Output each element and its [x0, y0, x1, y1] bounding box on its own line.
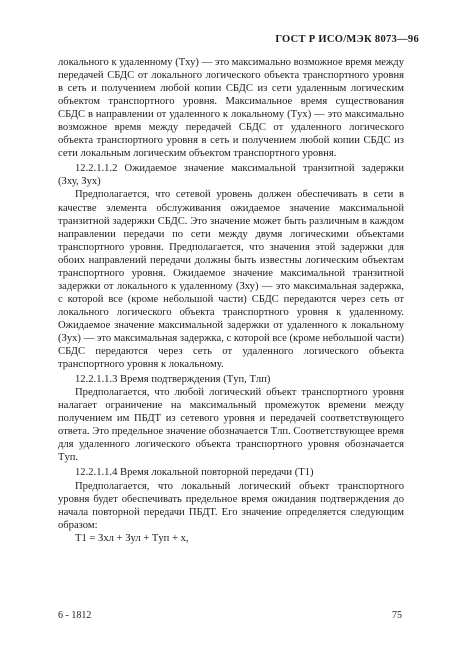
standard-header: ГОСТ Р ИСО/МЭК 8073—96: [275, 34, 419, 45]
document-body: [58, 56, 404, 545]
page-number: 75: [392, 610, 402, 621]
section-heading-transit-delay: 12.2.1.1.2 Ожидаемое значение максимальной транзитной задержки (Зху, Зух): [58, 163, 404, 188]
paragraph-lifetime: локального к удаленному (Tху) — это максимально возможное время между передачей СБДС от локального логического объекта транспортного уровня в сеть и получением любой копии СБДС из сети удаленным логическим объектом транспортного уровня. Максимальное время существования СБДС в направлении от удаленного к локальному (Tух) — это максимально возможное время между передачей СБДС от удаленного логического объекта транспортного уровня в сеть и получением любой копии СБДС из сети локальным логическим объектом транспортного уровня.: [58, 57, 404, 160]
section-heading-retransmission-time: 12.2.1.1.4 Время локальной повторной передачи (T1): [75, 467, 314, 479]
section-heading-ack-time: 12.2.1.1.3 Время подтверждения (Tуп, Tлп): [75, 374, 271, 386]
footer-print-code: 6 - 1812: [58, 610, 92, 621]
paragraph-transit-delay: Предполагается, что сетевой уровень должен обеспечивать в сети в качестве элемента обслуживания ожидаемое значение максимальной транзитной задержки СБДС. Это значение может быть различным в каждом направлении передачи по сети между двумя логическими объектами транспортного уровня. Предполагается, что значения этой задержки для обоих направлений передачи должны быть известны логическим объектам транспортного уровня. Ожидаемое значение максимальной транзитной задержки от локального к удаленному (Зху) — это максимальная задержка, с которой все (кроме небольшой части) СБДС передаются через сеть от локального логического объекта транспортного уровня к удаленному. Ожидаемое значение максимальной задержки от удаленного к локальному (Зух) — это максимальная задержка, с которой все (кроме небольшой части) СБДС передаются через сеть от удаленного логического объекта транспортного уровня к локальному.: [58, 189, 404, 371]
formula-t1: T1 = Зхл + Зул + Tуп + x,: [75, 532, 189, 544]
paragraph-ack-time: Предполагается, что любой логический объект транспортного уровня налагает ограничение на максимальный промежуток времени между получением им ПБДТ из сетевого уровня и передачей соответствующего ответа. Это предельное значение обозначается Tлп. Соответствующее время для удаленного логического объекта транспортного уровня обозначается Tуп.: [58, 387, 404, 464]
paragraph-retransmission-time: Предполагается, что локальный логический объект транспортного уровня будет обеспечивать предельное время ожидания подтверждения до начала повторной передачи ПБДТ. Его значение определяется следующим образом:: [58, 480, 404, 531]
